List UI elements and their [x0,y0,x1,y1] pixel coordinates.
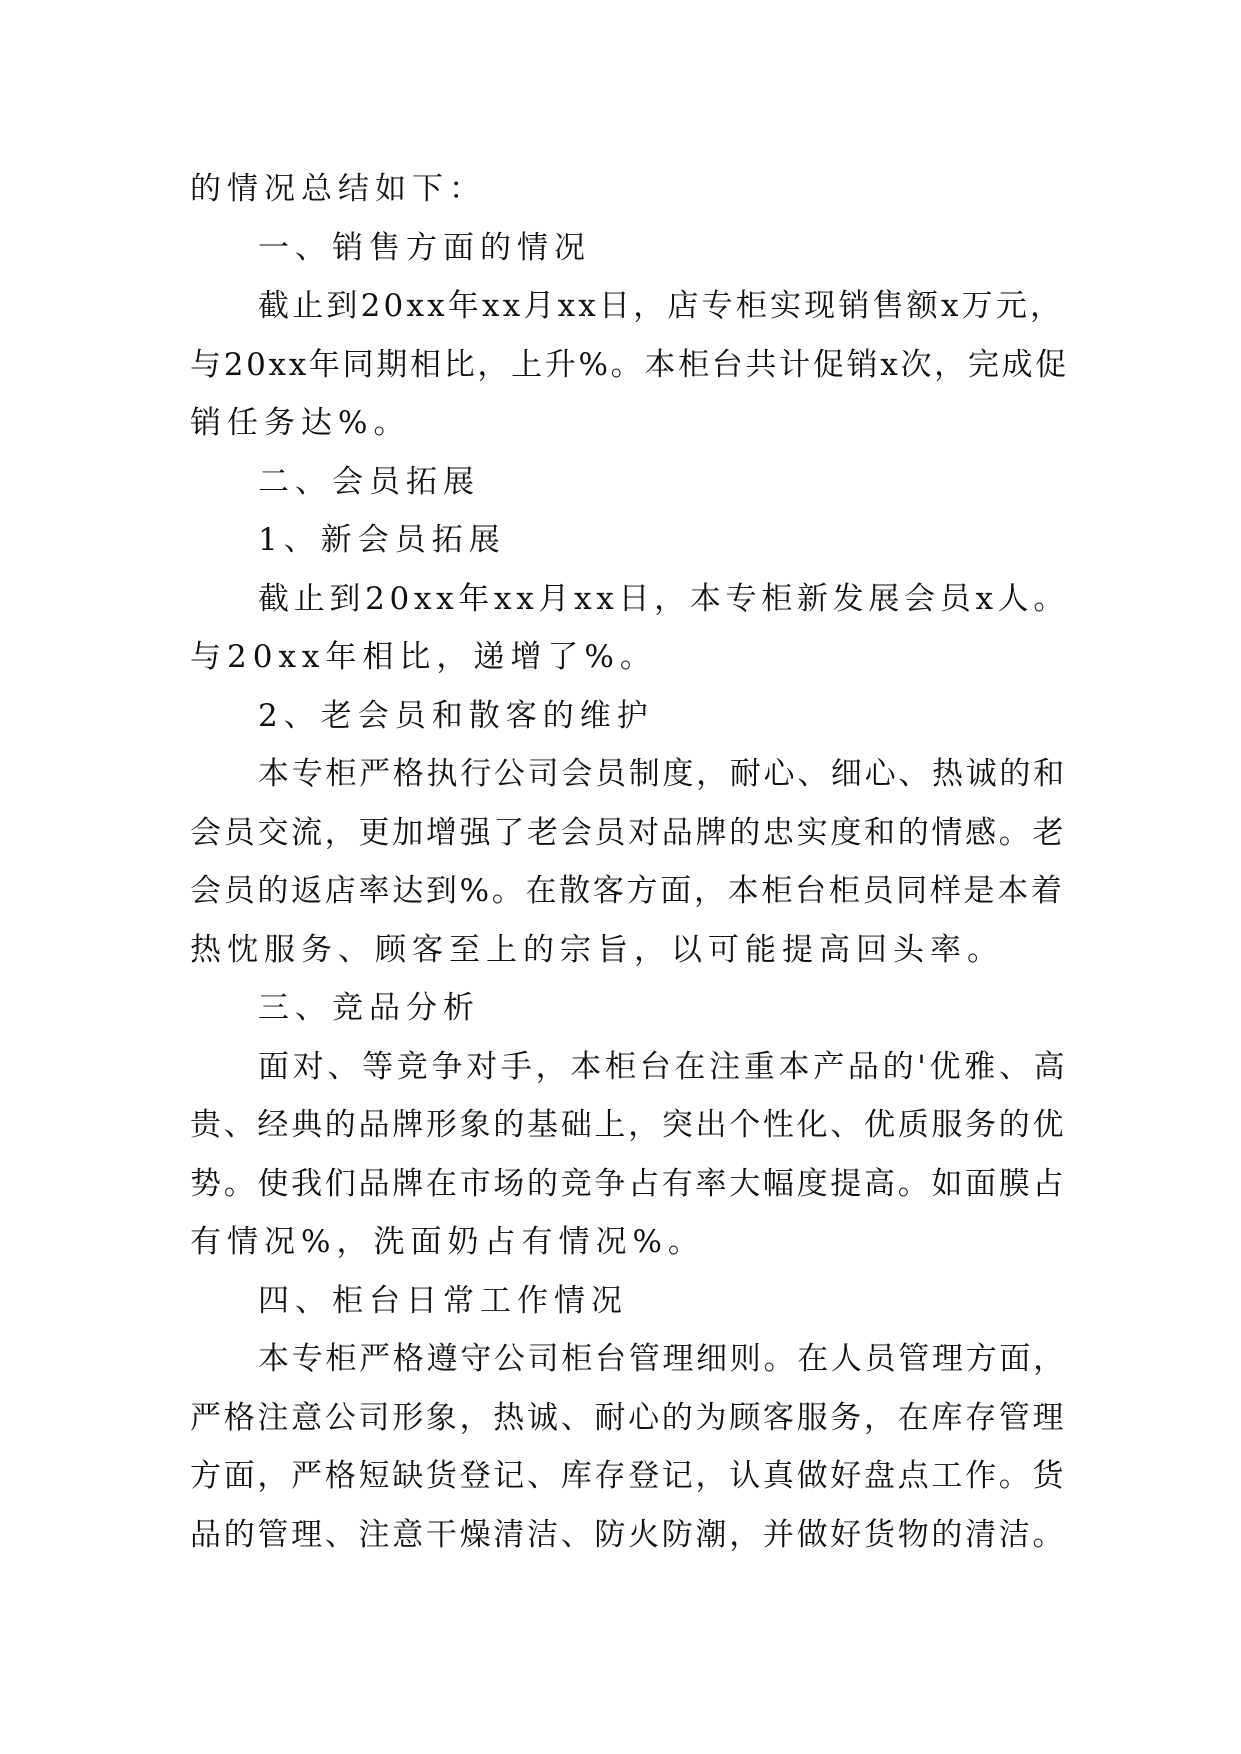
text-line: 销任务达%。 [190,405,411,441]
text-line: 的情况总结如下： [190,171,486,207]
text-line: 本专柜严格执行公司会员制度，耐心、细心、热诚的和 [258,756,1067,792]
section-heading-competitors: 三、竞品分析 [258,990,480,1026]
text-line: 与20xx年同期相比，上升%。本柜台共计促销x次，完成促 [190,346,1069,383]
subsection-heading-old-members: 2、老会员和散客的维护 [258,697,654,734]
text-line: 势。使我们品牌在市场的竞争占有率大幅度提高。如面膜占 [190,1165,1067,1202]
text-line: 截止到20xx年xx月xx日，本专柜新发展会员x人。 [258,580,1070,617]
text-line: 本专柜严格遵守公司柜台管理细则。在人员管理方面， [258,1341,1067,1377]
text-line: 严格注意公司形象，热诚、耐心的为顾客服务，在库存管理 [190,1399,1067,1436]
text-line: 截止到20xx年xx月xx日，店专柜实现销售额x万元， [258,288,1065,324]
section-heading-membership: 二、会员拓展 [258,463,480,500]
text-line: 面对、等竞争对手，本柜台在注重本产品的'优雅、高 [258,1048,1069,1085]
subsection-heading-new-members: 1、新会员拓展 [258,522,506,558]
section-heading-daily-work: 四、柜台日常工作情况 [258,1282,628,1319]
text-line: 有情况%，洗面奶占有情况%。 [190,1224,705,1260]
document-body [190,160,1070,1564]
text-line: 会员交流，更加增强了老会员对品牌的忠实度和的情感。老 [190,814,1067,851]
text-line: 与20xx年相比，递增了%。 [190,639,657,675]
section-heading-sales: 一、销售方面的情况 [258,229,591,266]
text-line: 方面，严格短缺货登记、库存登记，认真做好盘点工作。货 [190,1458,1067,1494]
text-line: 热忱服务、顾客至上的宗旨，以可能提高回头率。 [190,931,1004,968]
text-line: 会员的返店率达到%。在散客方面，本柜台柜员同样是本着 [190,873,1065,909]
text-line: 贵、经典的品牌形象的基础上，突出个性化、优质服务的优 [190,1107,1067,1143]
text-line: 品的管理、注意干燥清洁、防火防潮，并做好货物的清洁。 [190,1516,1067,1553]
